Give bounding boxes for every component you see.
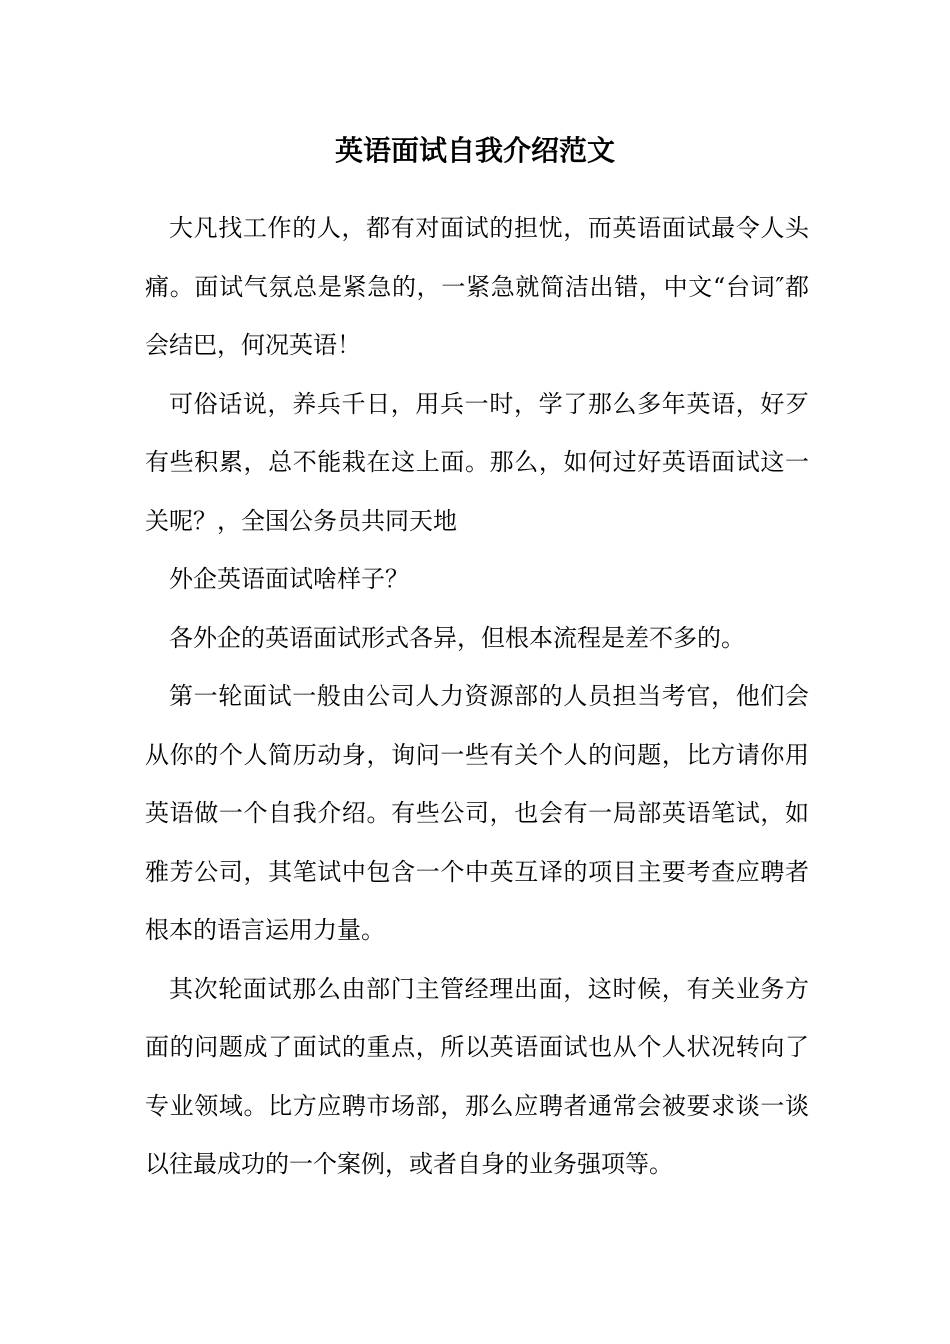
paragraph-proverb: 可俗话说，养兵千日，用兵一时，学了那么多年英语，好歹有些积累，总不能栽在这上面。那么，如何过好英语面试这一关呢？，全国公务员共同天地: [145, 389, 809, 535]
paragraph-question: 外企英语面试啥样子？: [169, 565, 409, 593]
paragraph-first-round: 第一轮面试一般由公司人力资源部的人员担当考官，他们会从你的个人简历动身，询问一些有关个人的问题，比方请你用英语做一个自我介绍。有些公司，也会有一局部英语笔试，如雅芳公司，其笔试中包含一个中英互译的项目主要考查应聘者根本的语言运用力量。: [145, 682, 809, 944]
paragraph-intro: 大凡找工作的人，都有对面试的担忧，而英语面试最令人头痛。面试气氛总是紧急的，一紧急就简洁出错，中文“台词″都会结巴，何况英语！: [145, 214, 809, 359]
paragraph-process: 各外企的英语面试形式各异，但根本流程是差不多的。: [169, 623, 745, 652]
document-body: [145, 199, 809, 1194]
document-title: 英语面试自我介绍范文: [334, 134, 615, 167]
paragraph-second-round: 其次轮面试那么由部门主管经理出面，这时候，有关业务方面的问题成了面试的重点，所以英语面试也从个人状况转向了专业领域。比方应聘市场部，那么应聘者通常会被要求谈一谈以往最成功的一个案例，或者自身的业务强项等。: [145, 974, 809, 1178]
